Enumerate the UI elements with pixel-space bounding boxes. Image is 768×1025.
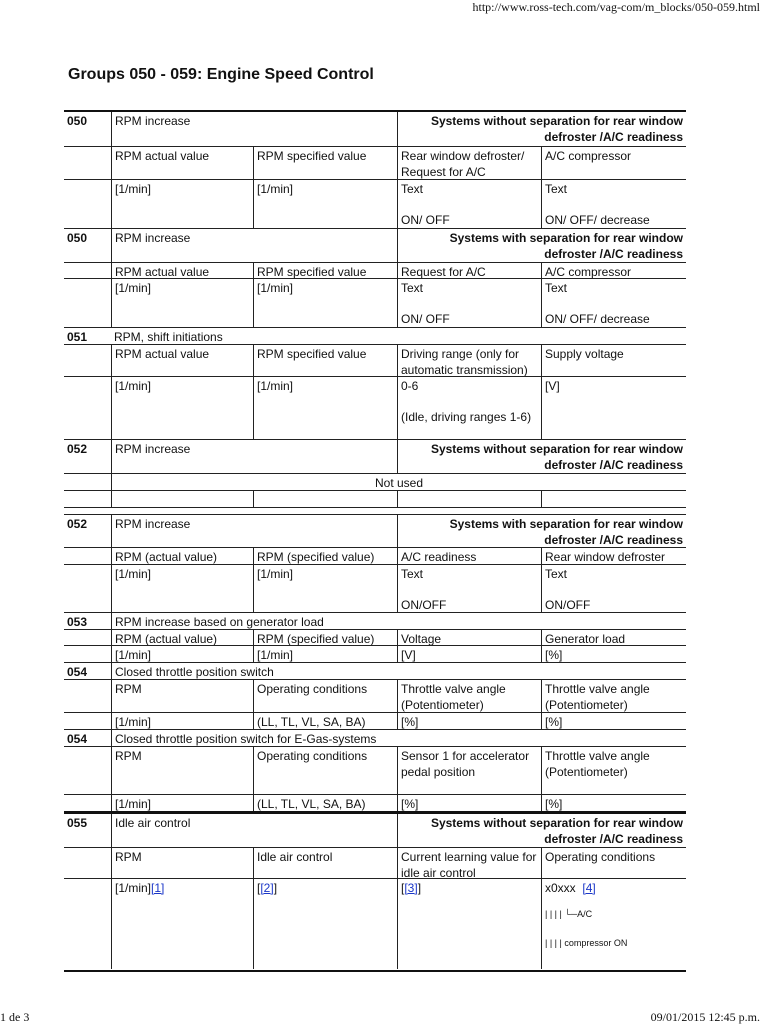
field-1: RPM [111,680,253,713]
bitfield-line-2: | | | | compressor ON [545,938,628,948]
field-2: Operating conditions [253,747,397,795]
field-3: Current learning value for idle air control [397,848,541,879]
field-1: RPM (actual value) [111,630,253,646]
group-050b-units-row [64,278,686,328]
group-050-fields-row [64,146,686,180]
field-2: Operating conditions [253,680,397,713]
group-053-units-row [64,645,686,663]
group-label: RPM increase [111,229,397,263]
group-050b-header-row [64,228,686,263]
unit-4: [%] [541,795,686,812]
group-052-not-used-row [64,473,686,491]
footnote-2-link[interactable]: [2] [260,881,274,895]
group-055-fields-row [64,847,686,879]
unit-2: (LL, TL, VL, SA, BA) [253,713,397,730]
group-050-header-row [64,112,686,146]
field-2: RPM (specified value) [253,548,397,565]
group-number: 051 [67,330,88,344]
unit-3: Text ON/ OFF [397,180,541,229]
unit-4: Text ON/ OFF/ decrease [541,279,686,328]
group-054b-units-row [64,794,686,812]
group-note: Systems without separation for rear window defroster /A/C readiness [397,814,686,847]
field-3: Throttle valve angle (Potentiometer) [397,680,541,713]
footer-page-number: 1 de 3 [0,1010,30,1024]
unit-2: [1/min] [253,646,397,663]
field-4: Rear window defroster [541,548,686,565]
measuring-blocks-table [64,110,686,972]
group-052b-fields-row [64,547,686,565]
unit-3: [%] [397,713,541,730]
field-4: A/C compressor [541,263,686,279]
unit-3: 0-6 (Idle, driving ranges 1-6) [397,377,541,440]
group-052-empty-row [64,490,686,508]
field-2: RPM specified value [253,263,397,279]
field-4: Generator load [541,630,686,646]
unit-1: [1/min] [111,279,253,328]
group-number: 052 [67,442,88,456]
unit-1: [1/min] [111,565,253,613]
bitfield-line-1: | | | | └─A/C [545,908,593,919]
unit-4: x0xxx [4] | | | | └─A/C | | | | compressor ON [541,879,686,969]
group-054b-header-row [64,729,686,747]
field-2: RPM (specified value) [253,630,397,646]
group-label: RPM increase based on generator load [111,613,686,630]
unit-4: Text ON/ OFF/ decrease [541,180,686,229]
group-number: 054 [67,665,88,679]
footnote-1-link[interactable]: [1] [151,881,165,895]
group-055-units-row [64,878,686,969]
group-055-header-row [64,811,686,847]
footer-date: 09/01/2015 12:45 p.m. [650,1010,760,1024]
field-1: RPM actual value [111,263,253,279]
field-3: A/C readiness [397,548,541,565]
unit-2: [1/min] [253,279,397,328]
unit-3: [%] [397,795,541,812]
unit-4: [V] [541,377,686,440]
unit-1: [1/min] [111,377,253,440]
group-label: RPM, shift initiations [114,330,223,344]
group-number: 050 [67,231,88,245]
group-note: Systems without separation for rear window defroster /A/C readiness [397,112,686,146]
group-050b-fields-row [64,262,686,279]
unit-2: [1/min] [253,565,397,613]
unit-4: [%] [541,713,686,730]
group-054-fields-row [64,679,686,713]
group-054-header-row [64,662,686,680]
unit-1: [1/min][1] [111,879,253,969]
group-051-fields-row [64,344,686,377]
field-4: A/C compressor [541,147,686,180]
footnote-3-link[interactable]: [3] [404,881,418,895]
group-052-header-row [64,439,686,474]
unit-4: [%] [541,646,686,663]
field-3: Voltage [397,630,541,646]
unit-1: [1/min] [111,646,253,663]
unit-4: Text ON/OFF [541,565,686,613]
group-054-units-row [64,712,686,730]
group-label: RPM increase [111,515,397,548]
group-050-units-row [64,179,686,229]
unit-3: Text ON/ OFF [397,279,541,328]
group-number: 053 [67,615,88,629]
page-title: Groups 050 - 059: Engine Speed Control [68,66,374,83]
group-053-header-row [64,612,686,630]
group-number: 055 [67,816,88,830]
unit-2: [[2]] [253,879,397,969]
unit-1: [1/min] [111,795,253,812]
field-3: Request for A/C [397,263,541,279]
field-1: RPM actual value [111,147,253,180]
field-4: Throttle valve angle (Potentiometer) [541,747,686,795]
group-number: 052 [67,517,88,531]
field-1: RPM [111,848,253,879]
group-note: Systems with separation for rear window defroster /A/C readiness [397,515,686,548]
group-054b-fields-row [64,746,686,795]
group-label: RPM increase [111,440,397,474]
unit-3: [V] [397,646,541,663]
field-4: Throttle valve angle (Potentiometer) [541,680,686,713]
group-052b-units-row [64,564,686,613]
field-3: Rear window defroster/ Request for A/C [397,147,541,180]
group-number: 050 [67,114,88,128]
group-label: Closed throttle position switch for E-Gas-systems [111,730,686,747]
field-1: RPM actual value [111,345,253,377]
group-label: Idle air control [111,814,397,847]
footnote-4-link[interactable]: [4] [582,881,596,895]
field-3: Driving range (only for automatic transmission) [397,345,541,377]
unit-2: [1/min] [253,180,397,229]
unit-1: [1/min] [111,713,253,730]
group-051-units-row [64,376,686,440]
field-2: RPM specified value [253,345,397,377]
group-053-fields-row [64,629,686,646]
group-note: Systems with separation for rear window defroster /A/C readiness [397,229,686,263]
field-2: Idle air control [253,848,397,879]
group-note: Systems without separation for rear window defroster /A/C readiness [397,440,686,474]
field-4: Operating conditions [541,848,686,879]
not-used-label: Not used [111,474,686,491]
field-3: Sensor 1 for accelerator pedal position [397,747,541,795]
group-number: 054 [67,732,88,746]
header-url: http://www.ross-tech.com/vag-com/m_blocks/050-059.html [472,0,760,14]
unit-2: (LL, TL, VL, SA, BA) [253,795,397,812]
unit-3: Text ON/OFF [397,565,541,613]
group-052b-header-row [64,514,686,548]
group-label: Closed throttle position switch [111,663,686,680]
group-label: RPM increase [111,112,397,146]
group-051-header-row [64,327,686,345]
unit-1: [1/min] [111,180,253,229]
unit-3: [[3]] [397,879,541,969]
field-2: RPM specified value [253,147,397,180]
field-1: RPM [111,747,253,795]
unit-2: [1/min] [253,377,397,440]
field-1: RPM (actual value) [111,548,253,565]
field-4: Supply voltage [541,345,686,377]
